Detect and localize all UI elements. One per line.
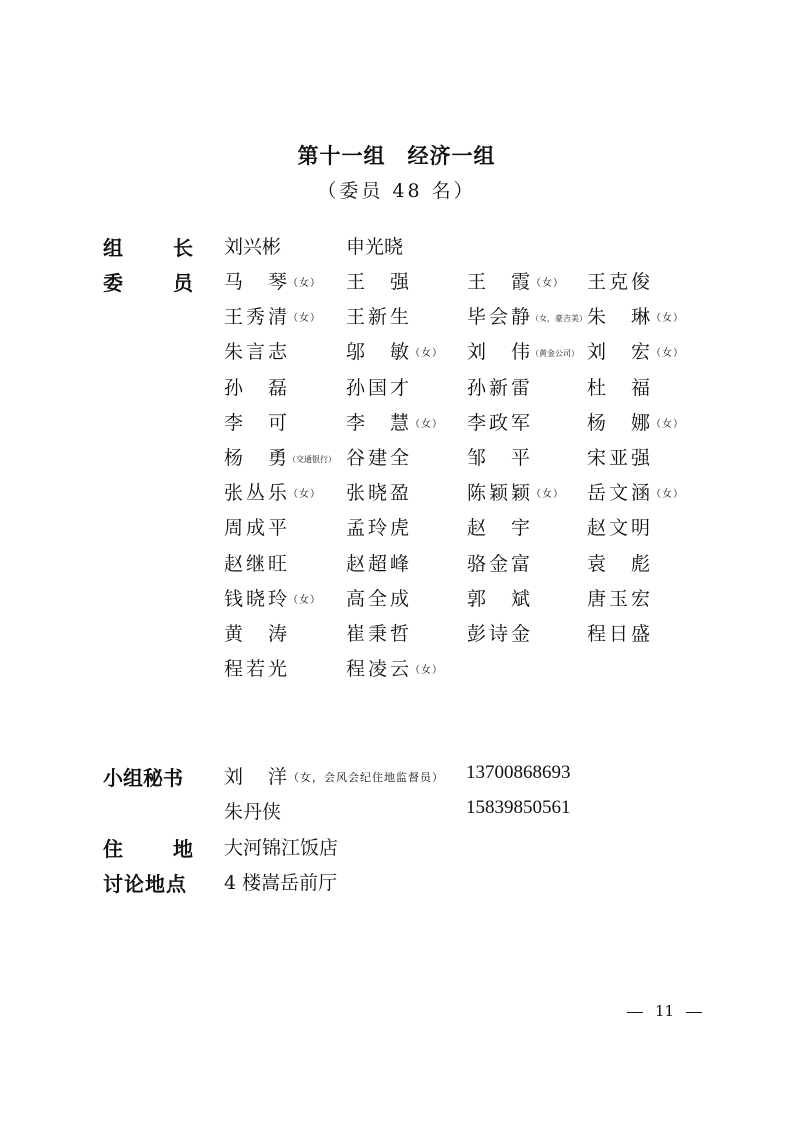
member-name-char: 霞 xyxy=(510,271,530,293)
secretary-phone: 15839850561 xyxy=(466,797,571,818)
member-name-char: 建 xyxy=(367,447,387,469)
member-entry xyxy=(346,443,409,470)
member-name-char: 王 xyxy=(224,306,244,329)
secretary-entry xyxy=(224,797,281,824)
member-name-char: 文 xyxy=(608,517,628,540)
secretary-phone: 13700868693 xyxy=(466,762,571,783)
member-name xyxy=(346,478,409,505)
secretary-name xyxy=(224,762,287,789)
leaders-label xyxy=(103,232,193,261)
member-note: （女） xyxy=(651,348,684,360)
member-name-char: 哲 xyxy=(389,623,409,645)
member-name-char: 钱 xyxy=(224,587,244,610)
member-name-char: 陈 xyxy=(467,482,487,505)
member-name xyxy=(587,302,650,329)
residence-label-char: 地 xyxy=(173,837,193,861)
member-note: （女） xyxy=(410,348,443,360)
member-note: （女） xyxy=(288,313,321,325)
member-entry xyxy=(467,549,530,576)
member-entry xyxy=(224,408,287,435)
member-name-char: 磊 xyxy=(267,376,287,399)
member-name-char: 金 xyxy=(488,552,508,575)
member-name xyxy=(587,619,650,646)
member-note: （女，豪吉美） xyxy=(531,314,587,324)
member-name-char: 孙 xyxy=(346,376,366,399)
member-name-char: 孟 xyxy=(346,517,366,540)
group-number: 第十一组 xyxy=(297,144,386,168)
member-name xyxy=(467,302,530,329)
secretary-name: 朱丹侠 xyxy=(224,801,282,823)
member-name-char: 唐 xyxy=(587,587,607,610)
member-entry xyxy=(587,302,684,329)
member-name-char: 全 xyxy=(367,587,387,610)
member-name-char: 文 xyxy=(608,482,628,505)
member-name xyxy=(467,337,530,364)
member-entry xyxy=(224,654,287,681)
member-name-char: 周 xyxy=(224,517,244,540)
member-name-char: 静 xyxy=(510,306,530,329)
member-entry xyxy=(346,478,409,505)
member-name xyxy=(224,619,287,646)
member-entry xyxy=(467,443,530,470)
member-name-char: 峰 xyxy=(389,552,409,575)
members-label xyxy=(103,267,193,296)
residence-value: 大河锦江饭店 xyxy=(224,837,339,859)
member-entry xyxy=(467,267,564,294)
secretary-note: （女，会风会纪住地监督员） xyxy=(288,771,444,784)
member-name-char: 日 xyxy=(608,623,628,645)
member-name-char: 李 xyxy=(224,411,244,434)
member-name-char: 才 xyxy=(389,376,409,399)
member-note: （女） xyxy=(410,665,443,677)
member-name-char: 强 xyxy=(389,271,409,293)
member-name-char: 凌 xyxy=(367,658,387,681)
member-name-char: 秀 xyxy=(245,306,265,329)
member-name-char: 张 xyxy=(224,482,244,505)
member-name-char: 涛 xyxy=(267,623,287,645)
member-name-char: 谷 xyxy=(346,447,366,469)
member-entry xyxy=(346,584,409,611)
member-name-char: 崔 xyxy=(346,623,366,645)
leader-name: 申光晓 xyxy=(346,236,404,258)
member-entry xyxy=(587,373,650,400)
member-name-char: 盛 xyxy=(630,623,650,645)
member-entry xyxy=(587,584,650,611)
member-entry xyxy=(467,373,530,400)
member-name-char: 宋 xyxy=(587,447,607,469)
member-name xyxy=(224,408,287,435)
member-name-char: 毕 xyxy=(467,306,487,329)
member-name-char: 新 xyxy=(488,376,508,399)
leaders-label-char: 长 xyxy=(173,236,193,260)
member-name-char: 斌 xyxy=(510,587,530,610)
member-name-char: 俊 xyxy=(630,271,650,293)
member-name-char: 光 xyxy=(267,658,287,681)
member-name-char: 杜 xyxy=(587,376,607,399)
member-name xyxy=(224,549,287,576)
member-name-char: 郭 xyxy=(467,587,487,610)
member-name-char: 琳 xyxy=(630,306,650,329)
member-name xyxy=(467,408,530,435)
member-name xyxy=(346,302,409,329)
member-name-char: 平 xyxy=(267,517,287,540)
member-name-char: 娜 xyxy=(630,411,650,434)
member-name-char: 亚 xyxy=(608,447,628,469)
member-name-char: 王 xyxy=(346,306,366,329)
member-note: （女） xyxy=(288,594,321,606)
member-name-char: 赵 xyxy=(224,552,244,575)
member-name xyxy=(467,549,530,576)
member-name-char: 李 xyxy=(467,411,487,434)
member-name-char: 慧 xyxy=(389,411,409,434)
member-name xyxy=(587,337,650,364)
member-name-char: 孙 xyxy=(224,376,244,399)
member-entry xyxy=(587,267,650,294)
member-name xyxy=(346,373,409,400)
member-name-char: 颖 xyxy=(510,482,530,505)
member-name-char: 全 xyxy=(389,447,409,469)
member-name-char: 晓 xyxy=(245,587,265,610)
member-name xyxy=(224,443,287,470)
member-name-char: 克 xyxy=(608,271,628,293)
member-name-char: 成 xyxy=(389,587,409,610)
secretary-entry xyxy=(224,762,444,789)
member-name-char: 继 xyxy=(245,552,265,575)
member-name xyxy=(587,267,650,294)
member-name xyxy=(587,549,650,576)
group-title xyxy=(0,140,793,170)
member-name-char: 杨 xyxy=(587,411,607,434)
member-name-char: 宏 xyxy=(630,341,650,364)
member-name-char: 颖 xyxy=(488,482,508,505)
member-name-char: 高 xyxy=(346,587,366,610)
page-number-text: 11 xyxy=(654,1002,675,1020)
member-name xyxy=(587,408,650,435)
member-name-char: 玉 xyxy=(608,587,628,610)
member-name-char: 金 xyxy=(510,623,530,645)
member-entry xyxy=(467,478,564,505)
member-note: （女） xyxy=(531,489,564,501)
member-name-char: 赵 xyxy=(587,517,607,540)
member-entry xyxy=(467,408,530,435)
member-name-char: 勇 xyxy=(267,447,287,469)
member-entry xyxy=(467,337,579,364)
member-entry xyxy=(587,619,650,646)
member-name-char: 新 xyxy=(367,306,387,329)
member-entry xyxy=(346,373,409,400)
member-entry xyxy=(346,654,443,681)
member-name-char: 张 xyxy=(346,482,366,505)
member-name-char: 乐 xyxy=(267,482,287,505)
member-name xyxy=(346,267,409,294)
venue-value: 4 楼嵩岳前厅 xyxy=(224,872,338,894)
member-name-char: 琴 xyxy=(267,271,287,293)
member-name-char: 敏 xyxy=(389,341,409,364)
member-name xyxy=(587,478,650,505)
member-name-char: 成 xyxy=(245,517,265,540)
member-name-char: 孙 xyxy=(467,376,487,399)
member-name-char: 程 xyxy=(224,658,244,681)
member-name-char: 诗 xyxy=(488,623,508,645)
member-name xyxy=(224,337,287,364)
member-entry xyxy=(346,549,409,576)
member-count: （委员 48 名） xyxy=(317,180,476,202)
member-entry xyxy=(346,302,409,329)
member-name-char: 富 xyxy=(510,552,530,575)
member-entry xyxy=(467,584,530,611)
member-name xyxy=(587,584,650,611)
member-name xyxy=(224,478,287,505)
residence-label xyxy=(103,833,193,862)
member-entry xyxy=(224,302,321,329)
member-note: （交通银行） xyxy=(288,455,336,464)
member-name-char: 盈 xyxy=(389,482,409,505)
member-name xyxy=(467,513,530,540)
member-entry xyxy=(224,619,287,646)
member-name xyxy=(346,619,409,646)
member-name-char: 强 xyxy=(630,447,650,469)
member-name xyxy=(467,373,530,400)
member-name-char: 彪 xyxy=(630,552,650,575)
member-entry xyxy=(224,513,287,540)
member-name-char: 黄 xyxy=(224,623,244,645)
member-note: （女） xyxy=(651,313,684,325)
member-entry xyxy=(224,549,287,576)
member-name-char: 秉 xyxy=(367,623,387,645)
member-entry xyxy=(467,302,587,329)
member-name-char: 马 xyxy=(224,271,244,293)
member-name xyxy=(467,584,530,611)
member-name-char: 政 xyxy=(488,411,508,434)
member-entry xyxy=(224,373,287,400)
member-entry xyxy=(224,443,336,470)
member-entry xyxy=(587,478,684,505)
member-name-char: 刘 xyxy=(467,341,487,364)
member-name xyxy=(346,443,409,470)
member-entry xyxy=(467,619,530,646)
member-note: （黄金公司） xyxy=(531,349,579,359)
member-name-char: 王 xyxy=(346,271,366,293)
member-name-char: 会 xyxy=(488,306,508,329)
member-name-char: 宏 xyxy=(630,587,650,610)
member-name-char: 刘 xyxy=(587,341,607,364)
members-label-char: 委 xyxy=(103,271,123,295)
member-name xyxy=(346,654,409,681)
member-entry xyxy=(467,513,530,540)
member-name-char: 志 xyxy=(267,341,287,364)
member-note: （女） xyxy=(531,278,564,289)
member-name xyxy=(346,408,409,435)
member-name-char: 言 xyxy=(245,341,265,364)
member-name-char: 丛 xyxy=(245,482,265,505)
member-name-char: 邹 xyxy=(467,447,487,469)
member-entry xyxy=(346,408,443,435)
member-entry xyxy=(346,619,409,646)
member-name xyxy=(467,443,530,470)
secretary-label: 小组秘书 xyxy=(103,766,183,790)
member-name-char: 赵 xyxy=(467,517,487,540)
member-note: （女） xyxy=(288,489,321,501)
member-name xyxy=(224,513,287,540)
member-entry xyxy=(346,513,409,540)
leaders-label-char: 组 xyxy=(103,236,123,260)
member-entry xyxy=(224,267,321,294)
member-name xyxy=(224,302,287,329)
member-name-char: 玲 xyxy=(267,587,287,610)
member-name-char: 王 xyxy=(587,271,607,293)
member-name-char: 岳 xyxy=(587,482,607,505)
member-name-char: 玲 xyxy=(367,517,387,540)
member-name xyxy=(346,584,409,611)
residence-label-char: 住 xyxy=(103,837,123,861)
member-name-char: 若 xyxy=(245,658,265,681)
member-name xyxy=(346,337,409,364)
member-entry xyxy=(587,513,650,540)
member-name xyxy=(467,478,530,505)
member-name xyxy=(467,619,530,646)
member-note: （女） xyxy=(410,418,443,430)
member-name-char: 国 xyxy=(367,376,387,399)
member-name xyxy=(224,584,287,611)
member-name-char: 晓 xyxy=(367,482,387,505)
member-name-char: 骆 xyxy=(467,552,487,575)
member-note: （女） xyxy=(288,278,321,289)
leader-name: 刘兴彬 xyxy=(224,236,282,258)
page-number xyxy=(0,1002,793,1020)
member-name-char: 袁 xyxy=(587,552,607,575)
member-note: （女） xyxy=(651,418,684,430)
member-name-char: 宇 xyxy=(510,517,530,540)
member-name-char: 军 xyxy=(510,411,530,434)
member-name-char: 赵 xyxy=(346,552,366,575)
member-entry xyxy=(346,337,443,364)
member-name-char: 朱 xyxy=(224,341,244,364)
member-entry xyxy=(224,478,321,505)
member-name-char: 超 xyxy=(367,552,387,575)
member-name-char: 福 xyxy=(630,376,650,399)
member-name xyxy=(587,513,650,540)
member-name-char: 涵 xyxy=(630,482,650,505)
member-name-char: 虎 xyxy=(389,517,409,540)
members-label-char: 员 xyxy=(173,271,193,295)
member-name-char: 程 xyxy=(587,623,607,645)
member-name xyxy=(346,513,409,540)
member-entry xyxy=(587,408,684,435)
member-entry xyxy=(346,267,409,294)
member-entry xyxy=(587,337,684,364)
member-name-char: 云 xyxy=(389,658,409,681)
member-name-char: 清 xyxy=(267,306,287,329)
member-name-char: 李 xyxy=(346,411,366,434)
member-name-char: 伟 xyxy=(510,341,530,364)
member-name xyxy=(224,267,287,294)
secretary-name-char: 洋 xyxy=(267,766,287,788)
member-name-char: 程 xyxy=(346,658,366,681)
member-name-char: 雷 xyxy=(510,376,530,399)
member-name xyxy=(587,373,650,400)
member-name xyxy=(587,443,650,470)
member-name xyxy=(224,373,287,400)
secretary-name-char: 刘 xyxy=(224,766,244,788)
member-entry xyxy=(587,443,650,470)
member-name-char: 朱 xyxy=(587,306,607,329)
group-name: 经济一组 xyxy=(407,144,496,168)
member-name xyxy=(467,267,530,294)
member-name-char: 生 xyxy=(389,306,409,329)
member-name-char: 王 xyxy=(467,271,487,293)
member-name-char: 旺 xyxy=(267,552,287,575)
member-note: （女） xyxy=(651,489,684,501)
member-name-char: 杨 xyxy=(224,447,244,469)
member-name-char: 平 xyxy=(510,447,530,469)
member-name-char: 可 xyxy=(267,411,287,434)
member-entry xyxy=(224,337,287,364)
member-name xyxy=(224,654,287,681)
venue-label: 讨论地点 xyxy=(103,872,187,896)
member-name xyxy=(346,549,409,576)
member-name-char: 明 xyxy=(630,517,650,540)
member-name-char: 邬 xyxy=(346,341,366,364)
member-entry xyxy=(587,549,650,576)
member-name-char: 彭 xyxy=(467,623,487,645)
member-entry xyxy=(224,584,321,611)
